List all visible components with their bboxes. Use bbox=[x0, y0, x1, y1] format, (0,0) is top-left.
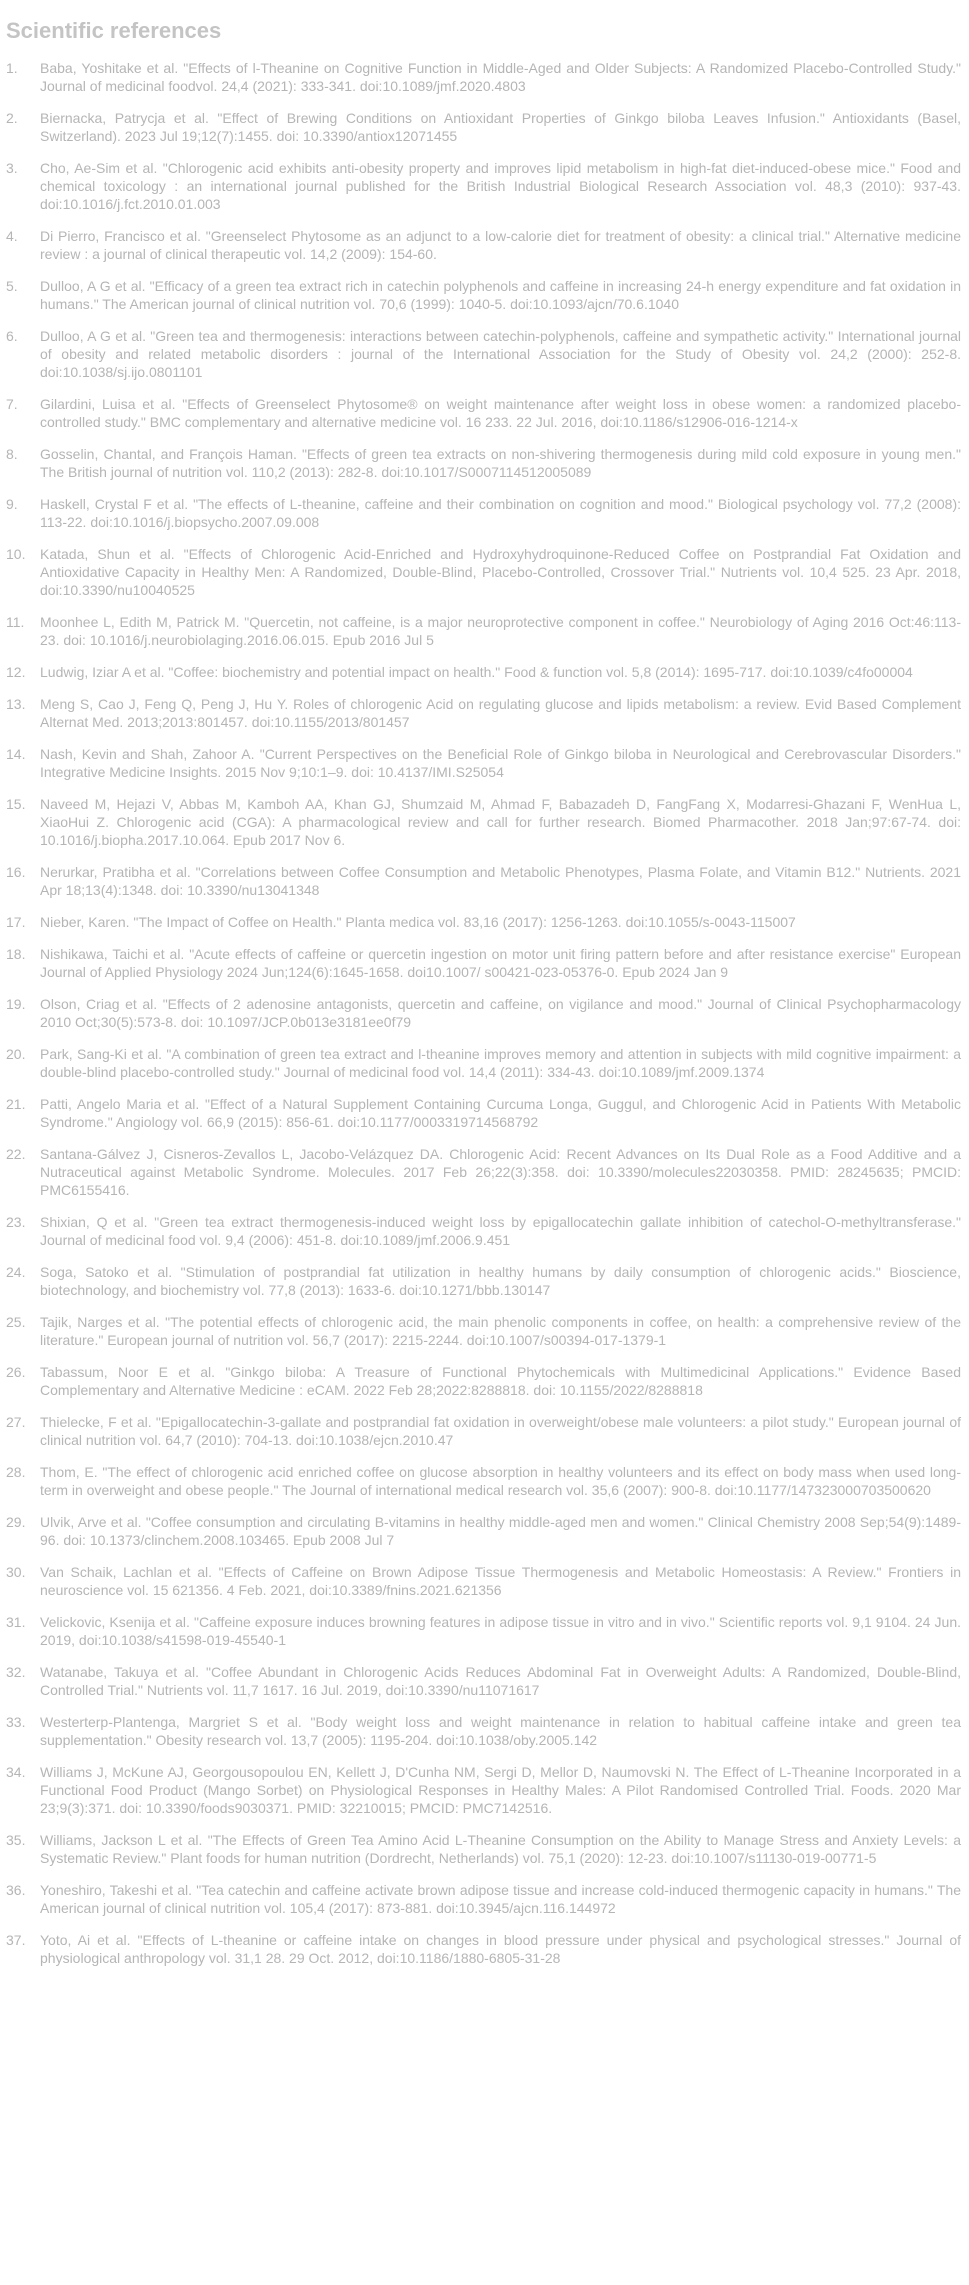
reference-number: 4. bbox=[6, 228, 18, 244]
reference-number: 25. bbox=[6, 1314, 26, 1330]
reference-item bbox=[6, 795, 961, 849]
reference-text: Van Schaik, Lachlan et al. "Effects of Caffeine on Brown Adipose Tissue Thermogenesis and Metabolic Homeostasis: A Review." Frontiers in neuroscience vol. 15 621356. 4 Feb. 2021, doi:10.3389/fnins.2021.621356 bbox=[40, 1564, 961, 1598]
reference-text: Olson, Criag et al. "Effects of 2 adenosine antagonists, quercetin and caffeine, on vigilance and mood." Journal of Clinical Psychopharmacology 2010 Oct;30(5):573-8. doi: 10.1097/JCP.0b013e3181ee0f79 bbox=[40, 996, 961, 1030]
reference-number: 37. bbox=[6, 1932, 26, 1948]
reference-text: Nerurkar, Pratibha et al. "Correlations between Coffee Consumption and Metabolic Phenotypes, Plasma Folate, and Vitamin B12." Nutrients. 2021 Apr 18;13(4):1348. doi: 10.3390/nu13041348 bbox=[40, 864, 961, 898]
reference-text: Yoto, Ai et al. "Effects of L-theanine or caffeine intake on changes in blood pressure under physical and psychological stresses." Journal of physiological anthropology vol. 31,1 28. 29 Oct. 2012, doi:10.1186/1880-6805-31-28 bbox=[40, 1932, 961, 1966]
reference-text: Ulvik, Arve et al. "Coffee consumption and circulating B-vitamins in healthy middle-aged men and women." Clinical Chemistry 2008 Sep;54(9):1489-96. doi: 10.1373/clinchem.2008.103465. Epub 2008 Jul 7 bbox=[40, 1514, 961, 1548]
reference-item bbox=[6, 1313, 961, 1349]
reference-item bbox=[6, 745, 961, 781]
reference-text: Katada, Shun et al. "Effects of Chlorogenic Acid-Enriched and Hydroxyhydroquinone-Reduced Coffee on Postprandial Fat Oxidation and Antioxidative Capacity in Healthy Men: A Randomized, Double-Blind, Placebo-Controlled, Crossover Trial." Nutrients vol. 10,4 525. 23 Apr. 2018, doi:10.3390/nu10040525 bbox=[40, 546, 961, 598]
reference-number: 35. bbox=[6, 1832, 26, 1848]
reference-item bbox=[6, 159, 961, 213]
reference-number: 19. bbox=[6, 996, 26, 1012]
reference-text: Williams J, McKune AJ, Georgousopoulou EN, Kellett J, D'Cunha NM, Sergi D, Mellor D, Naumovski N. The Effect of L-Theanine Incorporated in a Functional Food Product (Mango Sorbet) on Physiological Responses in Healthy Males: A Pilot Randomised Controlled Trial. Foods. 2020 Mar 23;9(3):371. doi: 10.3390/foods9030371. PMID: 32210015; PMCID: PMC7142516. bbox=[40, 1764, 961, 1816]
reference-text: Nash, Kevin and Shah, Zahoor A. "Current Perspectives on the Beneficial Role of Ginkgo biloba in Neurological and Cerebrovascular Disorders." Integrative Medicine Insights. 2015 Nov 9;10:1–9. doi: 10.4137/IMI.S25054 bbox=[40, 746, 961, 780]
reference-text: Di Pierro, Francisco et al. "Greenselect Phytosome as an adjunct to a low-calorie diet for treatment of obesity: a clinical trial." Alternative medicine review : a journal of clinical therapeutic vol. 14,2 (2009): 154-60. bbox=[40, 228, 961, 262]
reference-item bbox=[6, 913, 961, 931]
reference-text: Yoneshiro, Takeshi et al. "Tea catechin and caffeine activate brown adipose tissue and increase cold-induced thermogenic capacity in humans." The American journal of clinical nutrition vol. 105,4 (2017): 873-881. doi:10.3945/ajcn.116.144972 bbox=[40, 1882, 961, 1916]
reference-number: 8. bbox=[6, 446, 18, 462]
reference-text: Dulloo, A G et al. "Green tea and thermogenesis: interactions between catechin-polyphenols, caffeine and sympathetic activity." International journal of obesity and related metabolic disorders : journal of the International Association for the Study of Obesity vol. 24,2 (2000): 252-8. doi:10.1038/sj.ijo.0801101 bbox=[40, 328, 961, 380]
reference-text: Tabassum, Noor E et al. "Ginkgo biloba: A Treasure of Functional Phytochemicals with Multimedicinal Applications." Evidence Based Complementary and Alternative Medicine : eCAM. 2022 Feb 28;2022:8288818. doi: 10.1155/2022/8288818 bbox=[40, 1364, 961, 1398]
reference-text: Park, Sang-Ki et al. "A combination of green tea extract and l-theanine improves memory and attention in subjects with mild cognitive impairment: a double-blind placebo-controlled study." Journal of medicinal food vol. 14,4 (2011): 334-43. doi:10.1089/jmf.2009.1374 bbox=[40, 1046, 961, 1080]
reference-item bbox=[6, 327, 961, 381]
reference-text: Biernacka, Patrycja et al. "Effect of Brewing Conditions on Antioxidant Properties of Ginkgo biloba Leaves Infusion." Antioxidants (Basel, Switzerland). 2023 Jul 19;12(7):1455. doi: 10.3390/antiox12071455 bbox=[40, 110, 961, 144]
references-list bbox=[6, 59, 961, 1967]
reference-number: 15. bbox=[6, 796, 26, 812]
reference-number: 6. bbox=[6, 328, 18, 344]
reference-text: Williams, Jackson L et al. "The Effects of Green Tea Amino Acid L-Theanine Consumption on the Ability to Manage Stress and Anxiety Levels: a Systematic Review." Plant foods for human nutrition (Dordrecht, Netherlands) vol. 75,1 (2020): 12-23. doi:10.1007/s11130-019-00771-5 bbox=[40, 1832, 961, 1866]
page-title: Scientific references bbox=[6, 18, 222, 43]
reference-number: 36. bbox=[6, 1882, 26, 1898]
reference-text: Dulloo, A G et al. "Efficacy of a green tea extract rich in catechin polyphenols and caffeine in increasing 24-h energy expenditure and fat oxidation in humans." The American journal of clinical nutrition vol. 70,6 (1999): 1040-5. doi:10.1093/ajcn/70.6.1040 bbox=[40, 278, 961, 312]
reference-number: 10. bbox=[6, 546, 26, 562]
reference-item bbox=[6, 613, 961, 649]
reference-number: 33. bbox=[6, 1714, 26, 1730]
reference-number: 18. bbox=[6, 946, 26, 962]
reference-number: 32. bbox=[6, 1664, 26, 1680]
reference-item bbox=[6, 1363, 961, 1399]
reference-text: Nieber, Karen. "The Impact of Coffee on Health." Planta medica vol. 83,16 (2017): 1256-1263. doi:10.1055/s-0043-115007 bbox=[40, 914, 796, 930]
reference-item bbox=[6, 1881, 961, 1917]
reference-number: 26. bbox=[6, 1364, 26, 1380]
reference-item bbox=[6, 495, 961, 531]
reference-text: Haskell, Crystal F et al. "The effects of L-theanine, caffeine and their combination on cognition and mood." Biological psychology vol. 77,2 (2008): 113-22. doi:10.1016/j.biopsycho.2007.09.008 bbox=[40, 496, 961, 530]
reference-number: 22. bbox=[6, 1146, 26, 1162]
reference-number: 28. bbox=[6, 1464, 26, 1480]
reference-text: Naveed M, Hejazi V, Abbas M, Kamboh AA, Khan GJ, Shumzaid M, Ahmad F, Babazadeh D, FangFang X, Modarresi-Ghazani F, WenHua L, XiaoHui Z. Chlorogenic acid (CGA): A pharmacological review and call for further research. Biomed Pharmacother. 2018 Jan;97:67-74. doi: 10.1016/j.biopha.2017.10.064. Epub 2017 Nov 6. bbox=[40, 796, 961, 848]
reference-number: 7. bbox=[6, 396, 18, 412]
reference-text: Patti, Angelo Maria et al. "Effect of a Natural Supplement Containing Curcuma Longa, Guggul, and Chlorogenic Acid in Patients With Metabolic Syndrome." Angiology vol. 66,9 (2015): 856-61. doi:10.1177/0003319714568792 bbox=[40, 1096, 961, 1130]
reference-item bbox=[6, 277, 961, 313]
reference-item bbox=[6, 1563, 961, 1599]
reference-item bbox=[6, 395, 961, 431]
reference-item bbox=[6, 1713, 961, 1749]
reference-number: 3. bbox=[6, 160, 18, 176]
reference-item bbox=[6, 1763, 961, 1817]
reference-text: Moonhee L, Edith M, Patrick M. "Quercetin, not caffeine, is a major neuroprotective component in coffee." Neurobiology of Aging 2016 Oct:46:113-23. doi: 10.1016/j.neurobiolaging.2016.06.015. Epub 2016 Jul 5 bbox=[40, 614, 961, 648]
reference-item bbox=[6, 1513, 961, 1549]
reference-item bbox=[6, 945, 961, 981]
reference-number: 12. bbox=[6, 664, 26, 680]
reference-text: Watanabe, Takuya et al. "Coffee Abundant in Chlorogenic Acids Reduces Abdominal Fat in Overweight Adults: A Randomized, Double-Blind, Controlled Trial." Nutrients vol. 11,7 1617. 16 Jul. 2019, doi:10.3390/nu11071617 bbox=[40, 1664, 961, 1698]
reference-number: 16. bbox=[6, 864, 26, 880]
reference-number: 31. bbox=[6, 1614, 26, 1630]
reference-text: Thom, E. "The effect of chlorogenic acid enriched coffee on glucose absorption in healthy volunteers and its effect on body mass when used long-term in overweight and obese people." The Journal of international medical research vol. 35,6 (2007): 900-8. doi:10.1177/147323000703500620 bbox=[40, 1464, 961, 1498]
reference-number: 13. bbox=[6, 696, 26, 712]
reference-number: 20. bbox=[6, 1046, 26, 1062]
reference-text: Soga, Satoko et al. "Stimulation of postprandial fat utilization in healthy humans by daily consumption of chlorogenic acids." Bioscience, biotechnology, and biochemistry vol. 77,8 (2013): 1633-6. doi:10.1271/bbb.130147 bbox=[40, 1264, 961, 1298]
reference-item bbox=[6, 1931, 961, 1967]
reference-text: Velickovic, Ksenija et al. "Caffeine exposure induces browning features in adipose tissue in vitro and in vivo." Scientific reports vol. 9,1 9104. 24 Jun. 2019, doi:10.1038/s41598-019-45540-1 bbox=[40, 1614, 961, 1648]
reference-item bbox=[6, 995, 961, 1031]
reference-text: Meng S, Cao J, Feng Q, Peng J, Hu Y. Roles of chlorogenic Acid on regulating glucose and lipids metabolism: a review. Evid Based Complement Alternat Med. 2013;2013:801457. doi:10.1155/2013/801457 bbox=[40, 696, 961, 730]
reference-item bbox=[6, 445, 961, 481]
reference-item bbox=[6, 1831, 961, 1867]
reference-number: 9. bbox=[6, 496, 18, 512]
reference-number: 29. bbox=[6, 1514, 26, 1530]
reference-item bbox=[6, 863, 961, 899]
reference-number: 11. bbox=[6, 614, 25, 630]
reference-item bbox=[6, 1613, 961, 1649]
reference-text: Baba, Yoshitake et al. "Effects of l-Theanine on Cognitive Function in Middle-Aged and Older Subjects: A Randomized Placebo-Controlled Study." Journal of medicinal foodvol. 24,4 (2021): 333-341. doi:10.1089/jmf.2020.4803 bbox=[40, 60, 961, 94]
reference-item bbox=[6, 1095, 961, 1131]
reference-text: Thielecke, F et al. "Epigallocatechin-3-gallate and postprandial fat oxidation in overweight/obese male volunteers: a pilot study." European journal of clinical nutrition vol. 64,7 (2010): 704-13. doi:10.1038/ejcn.2010.47 bbox=[40, 1414, 961, 1448]
reference-text: Ludwig, Iziar A et al. "Coffee: biochemistry and potential impact on health." Food & function vol. 5,8 (2014): 1695-717. doi:10.1039/c4fo00004 bbox=[40, 664, 913, 680]
reference-text: Gosselin, Chantal, and François Haman. "Effects of green tea extracts on non-shivering thermogenesis during mild cold exposure in young men." The British journal of nutrition vol. 110,2 (2013): 282-8. doi:10.1017/S0007114512005089 bbox=[40, 446, 961, 480]
reference-number: 1. bbox=[6, 60, 18, 76]
reference-number: 21. bbox=[6, 1096, 26, 1112]
reference-item bbox=[6, 1413, 961, 1449]
reference-number: 24. bbox=[6, 1264, 26, 1280]
reference-item bbox=[6, 1145, 961, 1199]
reference-text: Santana-Gálvez J, Cisneros-Zevallos L, Jacobo-Velázquez DA. Chlorogenic Acid: Recent Advances on Its Dual Role as a Food Additive and a Nutraceutical against Metabolic Syndrome. Molecules. 2017 Feb 26;22(3):358. doi: 10.3390/molecules22030358. PMID: 28245635; PMCID: PMC6155416. bbox=[40, 1146, 961, 1198]
reference-item bbox=[6, 59, 961, 95]
reference-number: 2. bbox=[6, 110, 18, 126]
reference-text: Gilardini, Luisa et al. "Effects of Greenselect Phytosome® on weight maintenance after weight loss in obese women: a randomized placebo-controlled study." BMC complementary and alternative medicine vol. 16 233. 22 Jul. 2016, doi:10.1186/s12906-016-1214-x bbox=[40, 396, 961, 430]
reference-item bbox=[6, 1045, 961, 1081]
reference-number: 5. bbox=[6, 278, 18, 294]
reference-item bbox=[6, 1213, 961, 1249]
reference-item bbox=[6, 695, 961, 731]
reference-item bbox=[6, 663, 961, 681]
reference-number: 30. bbox=[6, 1564, 26, 1580]
reference-text: Tajik, Narges et al. "The potential effects of chlorogenic acid, the main phenolic components in coffee, on health: a comprehensive review of the literature." European journal of nutrition vol. 56,7 (2017): 2215-2244. doi:10.1007/s00394-017-1379-1 bbox=[40, 1314, 961, 1348]
reference-item bbox=[6, 1463, 961, 1499]
reference-text: Cho, Ae-Sim et al. "Chlorogenic acid exhibits anti-obesity property and improves lipid metabolism in high-fat diet-induced-obese mice." Food and chemical toxicology : an international journal published for the British Industrial Biological Research Association vol. 48,3 (2010): 937-43. doi:10.1016/j.fct.2010.01.003 bbox=[40, 160, 961, 212]
reference-item bbox=[6, 1663, 961, 1699]
reference-item bbox=[6, 109, 961, 145]
reference-number: 17. bbox=[6, 914, 26, 930]
reference-text: Shixian, Q et al. "Green tea extract thermogenesis-induced weight loss by epigallocatechin gallate inhibition of catechol-O-methyltransferase." Journal of medicinal food vol. 9,4 (2006): 451-8. doi:10.1089/jmf.2006.9.451 bbox=[40, 1214, 961, 1248]
reference-item bbox=[6, 545, 961, 599]
reference-number: 23. bbox=[6, 1214, 26, 1230]
reference-text: Westerterp-Plantenga, Margriet S et al. "Body weight loss and weight maintenance in relation to habitual caffeine intake and green tea supplementation." Obesity research vol. 13,7 (2005): 1195-204. doi:10.1038/oby.2005.142 bbox=[40, 1714, 961, 1748]
reference-number: 14. bbox=[6, 746, 26, 762]
reference-number: 27. bbox=[6, 1414, 26, 1430]
reference-text: Nishikawa, Taichi et al. "Acute effects of caffeine or quercetin ingestion on motor unit firing pattern before and after resistance exercise" European Journal of Applied Physiology 2024 Jun;124(6):1645-1658. doi10.1007/ s00421-023-05376-0. Epub 2024 Jan 9 bbox=[40, 946, 961, 980]
reference-item bbox=[6, 227, 961, 263]
reference-number: 34. bbox=[6, 1764, 26, 1780]
reference-item bbox=[6, 1263, 961, 1299]
